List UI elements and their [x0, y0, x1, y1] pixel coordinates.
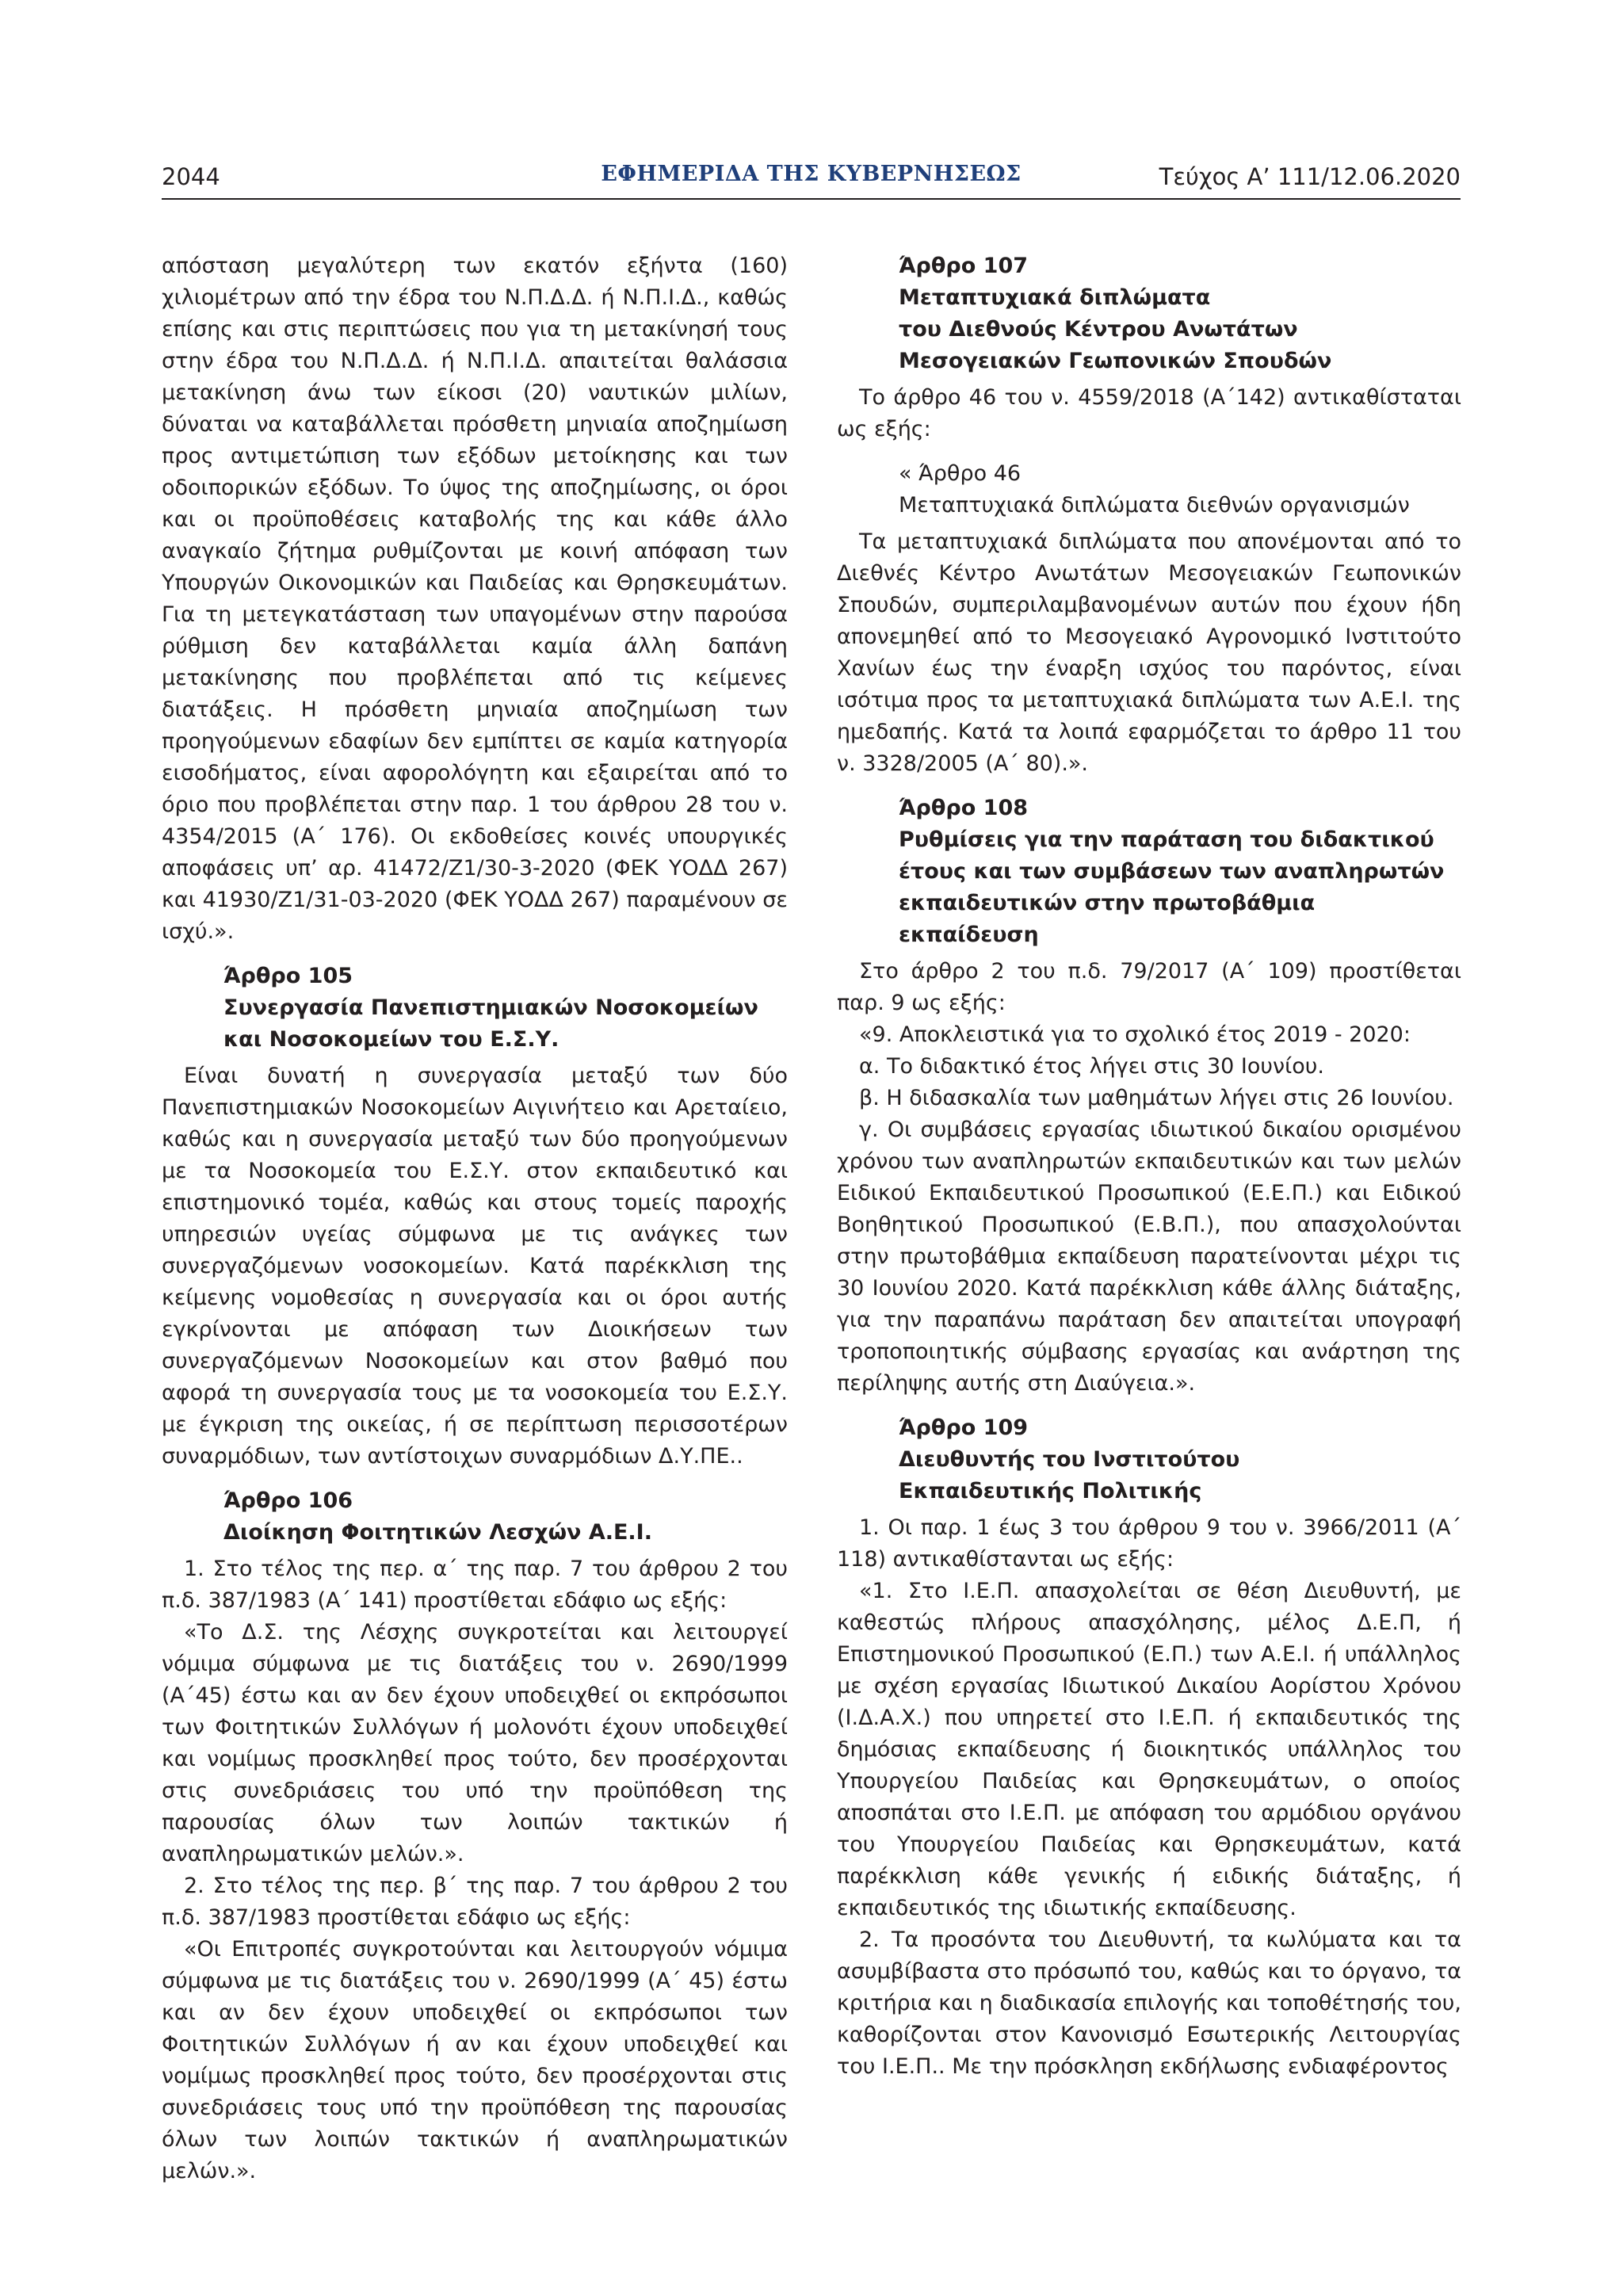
article-title-line: Διοίκηση Φοιτητικών Λεσχών Α.Ε.Ι. [223, 1520, 652, 1545]
quoted-article-title: Μεταπτυχιακά διπλώματα διεθνών οργανισμών [899, 493, 1410, 518]
paragraph: «Οι Επιτροπές συγκροτούνται και λειτουργούν νόμιμα σύμφωνα με τις διατάξεις του ν. 2690/1999 (Α΄ 45) έστω και αν δεν έχουν υποδειχθεί οι εκπρόσωποι των Φοιτητικών Συλλόγων ή αν και έχουν υποδειχθεί και νομίμως προσκληθεί προς τούτο, δεν προσέρχονται στις συνεδριάσεις τους υπό την προϋπόθεση της παρουσίας όλων των λοιπών τακτικών ή αναπληρωματικών μελών.». [162, 1937, 788, 2183]
quoted-article-number: « Άρθρο 46 [899, 461, 1022, 486]
paragraph: 1. Στο τέλος της περ. α΄ της παρ. 7 του άρθρου 2 του π.δ. 387/1983 (Α΄ 141) προστίθεται εδάφιο ως εξής: [162, 1557, 788, 1613]
paragraph: 1. Οι παρ. 1 έως 3 του άρθρου 9 του ν. 3966/2011 (Α΄ 118) αντικαθίστανται ως εξής: [837, 1515, 1461, 1572]
article-107-heading [837, 250, 1461, 377]
article-title-line: έτους και των συμβάσεων των αναπληρωτών [899, 859, 1445, 884]
article-title-line: εκπαιδευτικών στην πρωτοβάθμια εκπαίδευση [899, 891, 1316, 947]
article-number: Άρθρο 107 [899, 254, 1029, 278]
paragraph: Στο άρθρο 2 του π.δ. 79/2017 (Α΄ 109) προστίθεται παρ. 9 ως εξής: [837, 959, 1461, 1015]
article-title-line: Συνεργασία Πανεπιστημιακών Νοσοκομείων [223, 995, 758, 1020]
paragraph: Είναι δυνατή η συνεργασία μεταξύ των δύο Πανεπιστημιακών Νοσοκομείων Αιγινήτειο και Αρεταίειο, καθώς και η συνεργασία μεταξύ των δύο προηγούμενων με τα Νοσοκομεία του Ε.Σ.Υ. στον εκπαιδευτικό και επιστημονικό τομέα, καθώς και στους τομείς παροχής υπηρεσιών υγείας σύμφωνα με τις ανάγκες των συνεργαζόμενων νοσοκομείων. Κατά παρέκκλιση της κείμενης νομοθεσίας η συνεργασία και οι όροι αυτής εγκρίνονται με απόφαση των Διοικήσεων των συνεργαζόμενων Νοσοκομείων και στον βαθμό που αφορά τη συνεργασία τους με τα νοσοκομεία του Ε.Σ.Υ. με έγκριση της οικείας, ή σε περίπτωση περισσοτέρων συναρμόδιων, των αντίστοιχων συναρμόδιων Δ.Υ.ΠΕ.. [162, 1064, 788, 1469]
page-header [162, 157, 1461, 200]
article-title-line: Ρυθμίσεις για την παράταση του διδακτικού [899, 827, 1434, 852]
article-106-heading [162, 1485, 788, 1549]
article-number: Άρθρο 106 [223, 1488, 353, 1513]
quoted-article-heading [837, 458, 1461, 521]
article-title-line: Μεσογειακών Γεωπονικών Σπουδών [899, 349, 1332, 373]
journal-title: ΕΦΗΜΕΡΙΔΑ ΤΗΣ ΚΥΒΕΡΝΗΣΕΩΣ [601, 162, 1022, 186]
article-number: Άρθρο 105 [223, 964, 353, 988]
article-title-line: Μεταπτυχιακά διπλώματα [899, 285, 1211, 310]
article-number: Άρθρο 109 [899, 1415, 1029, 1440]
issue-info: Τεύχος Α’ 111/12.06.2020 [1159, 163, 1461, 190]
left-column [162, 250, 788, 2187]
paragraph: β. Η διδασκαλία των μαθημάτων λήγει στις 26 Ιουνίου. [859, 1086, 1454, 1110]
paragraph: α. Το διδακτικό έτος λήγει στις 30 Ιουνίου. [859, 1054, 1324, 1079]
paragraph-continuation: απόσταση μεγαλύτερη των εκατόν εξήντα (160) χιλιομέτρων από την έδρα του Ν.Π.Δ.Δ. ή Ν.Π.Ι.Δ., καθώς επίσης και στις περιπτώσεις που για τη μετακίνησή τους στην έδρα του Ν.Π.Δ.Δ. ή Ν.Π.Ι.Δ. απαιτείται θαλάσσια μετακίνηση άνω των είκοσι (20) ναυτικών μιλίων, δύναται να καταβάλλεται πρόσθετη μηνιαία αποζημίωση προς αντιμετώπιση των εξόδων μετοίκησης και των οδοιπορικών εξόδων. Το ύψος της αποζημίωσης, οι όροι και οι προϋποθέσεις καταβολής της και κάθε άλλο αναγκαίο ζήτημα ρυθμίζονται με κοινή απόφαση των Υπουργών Οικονομικών και Παιδείας και Θρησκευμάτων. Για τη μετεγκατάσταση των υπαγομένων στην παρούσα ρύθμιση δεν καταβάλλεται καμία άλλη δαπάνη μετακίνησης που προβλέπεται από τις κείμενες διατάξεις. Η πρόσθετη μηνιαία αποζημίωση των προηγούμενων εδαφίων δεν εμπίπτει σε καμία κατηγορία εισοδήματος, είναι αφορολόγητη και εξαιρείται από το όριο που προβλέπεται στην παρ. 1 του άρθρου 28 του ν. 4354/2015 (Α΄ 176). Οι εκδοθείσες κοινές υπουργικές αποφάσεις υπ’ αρ. 41472/Ζ1/30-3-2020 (ΦΕΚ ΥΟΔΔ 267) και 41930/Ζ1/31-03-2020 (ΦΕΚ ΥΟΔΔ 267) παραμένουν σε ισχύ.». [162, 254, 788, 944]
paragraph: 2. Στο τέλος της περ. β΄ της παρ. 7 του άρθρου 2 του π.δ. 387/1983 προστίθεται εδάφιο ως εξής: [162, 1874, 788, 1930]
paragraph: Το άρθρο 46 του ν. 4559/2018 (Α΄142) αντικαθίσταται ως εξής: [837, 385, 1461, 441]
article-number: Άρθρο 108 [899, 796, 1029, 820]
page-number: 2044 [162, 163, 220, 190]
article-105-heading [162, 961, 788, 1056]
article-title-line: και Νοσοκομείων του Ε.Σ.Υ. [223, 1027, 559, 1052]
paragraph: Τα μεταπτυχιακά διπλώματα που απονέμονται από το Διεθνές Κέντρο Ανωτάτων Μεσογειακών Γεωπονικών Σπουδών, συμπεριλαμβανομένων αυτών που έχουν ήδη απονεμηθεί από το Μεσογειακό Αγρονομικό Ινστιτούτο Χανίων έως την έναρξη ισχύος του παρόντος, είναι ισότιμα προς τα μεταπτυχιακά διπλώματα των Α.Ε.Ι. της ημεδαπής. Κατά τα λοιπά εφαρμόζεται το άρθρο 11 του ν. 3328/2005 (Α΄ 80).». [837, 529, 1461, 776]
paragraph: «9. Αποκλειστικά για το σχολικό έτος 2019 - 2020: [859, 1022, 1411, 1047]
article-title-line: Διευθυντής του Ινστιτούτου [899, 1447, 1240, 1472]
article-title-line: Εκπαιδευτικής Πολιτικής [899, 1479, 1202, 1503]
article-title-line: του Διεθνούς Κέντρου Ανωτάτων [899, 317, 1298, 342]
paragraph: «Το Δ.Σ. της Λέσχης συγκροτείται και λειτουργεί νόμιμα σύμφωνα με τις διατάξεις του ν. 2690/1999 (Α΄45) έστω και αν δεν έχουν υποδειχθεί οι εκπρόσωποι των Φοιτητικών Συλλόγων ή μολονότι έχουν υποδειχθεί και νομίμως προσκληθεί προς τούτο, δεν προσέρχονται στις συνεδριάσεις του υπό την προϋπόθεση της παρουσίας όλων των λοιπών τακτικών ή αναπληρωματικών μελών.». [162, 1620, 788, 1866]
right-column [837, 250, 1461, 2083]
article-109-heading [837, 1412, 1461, 1507]
paragraph: «1. Στο Ι.Ε.Π. απασχολείται σε θέση Διευθυντή, με καθεστώς πλήρους απασχόλησης, μέλος Δ.Ε.Π, ή Επιστημονικού Προσωπικού (Ε.Π.) των Α.Ε.Ι. ή υπάλληλος με σχέση εργασίας Ιδιωτικού Δικαίου Αορίστου Χρόνου (Ι.Δ.Α.Χ.) που υπηρετεί στο Ι.Ε.Π. ή εκπαιδευτικός της δημόσιας εκπαίδευσης ή διοικητικός υπάλληλος του Υπουργείου Παιδείας και Θρησκευμάτων, ο οποίος αποσπάται στο Ι.Ε.Π. με απόφαση του αρμόδιου οργάνου του Υπουργείου Παιδείας και Θρησκευμάτων, κατά παρέκκλιση κάθε γενικής ή ειδικής διάταξης, ή εκπαιδευτικός της ιδιωτικής εκπαίδευσης. [837, 1579, 1461, 1920]
paragraph: 2. Τα προσόντα του Διευθυντή, τα κωλύματα και τα ασυμβίβαστα στο πρόσωπό του, καθώς και το όργανο, τα κριτήρια και η διαδικασία επιλογής και τοποθέτησής του, καθορίζονται στον Κανονισμό Εσωτερικής Λειτουργίας του Ι.Ε.Π.. Με την πρόσκληση εκδήλωσης ενδιαφέροντος [837, 1927, 1461, 2079]
paragraph: γ. Οι συμβάσεις εργασίας ιδιωτικού δικαίου ορισμένου χρόνου των αναπληρωτών εκπαιδευτικών και των μελών Ειδικού Εκπαιδευτικού Προσωπικού (Ε.Ε.Π.) και Ειδικού Βοηθητικού Προσωπικού (Ε.Β.Π.), που απασχολούνται στην πρωτοβάθμια εκπαίδευση παρατείνονται μέχρι τις 30 Ιουνίου 2020. Κατά παρέκκλιση κάθε άλλης διάταξης, για την παραπάνω παράταση δεν απαιτείται υπογραφή τροποποιητικής σύμβασης εργασίας και ανάρτηση της περίληψης αυτής στη Διαύγεια.». [837, 1117, 1461, 1396]
article-108-heading [837, 793, 1461, 951]
